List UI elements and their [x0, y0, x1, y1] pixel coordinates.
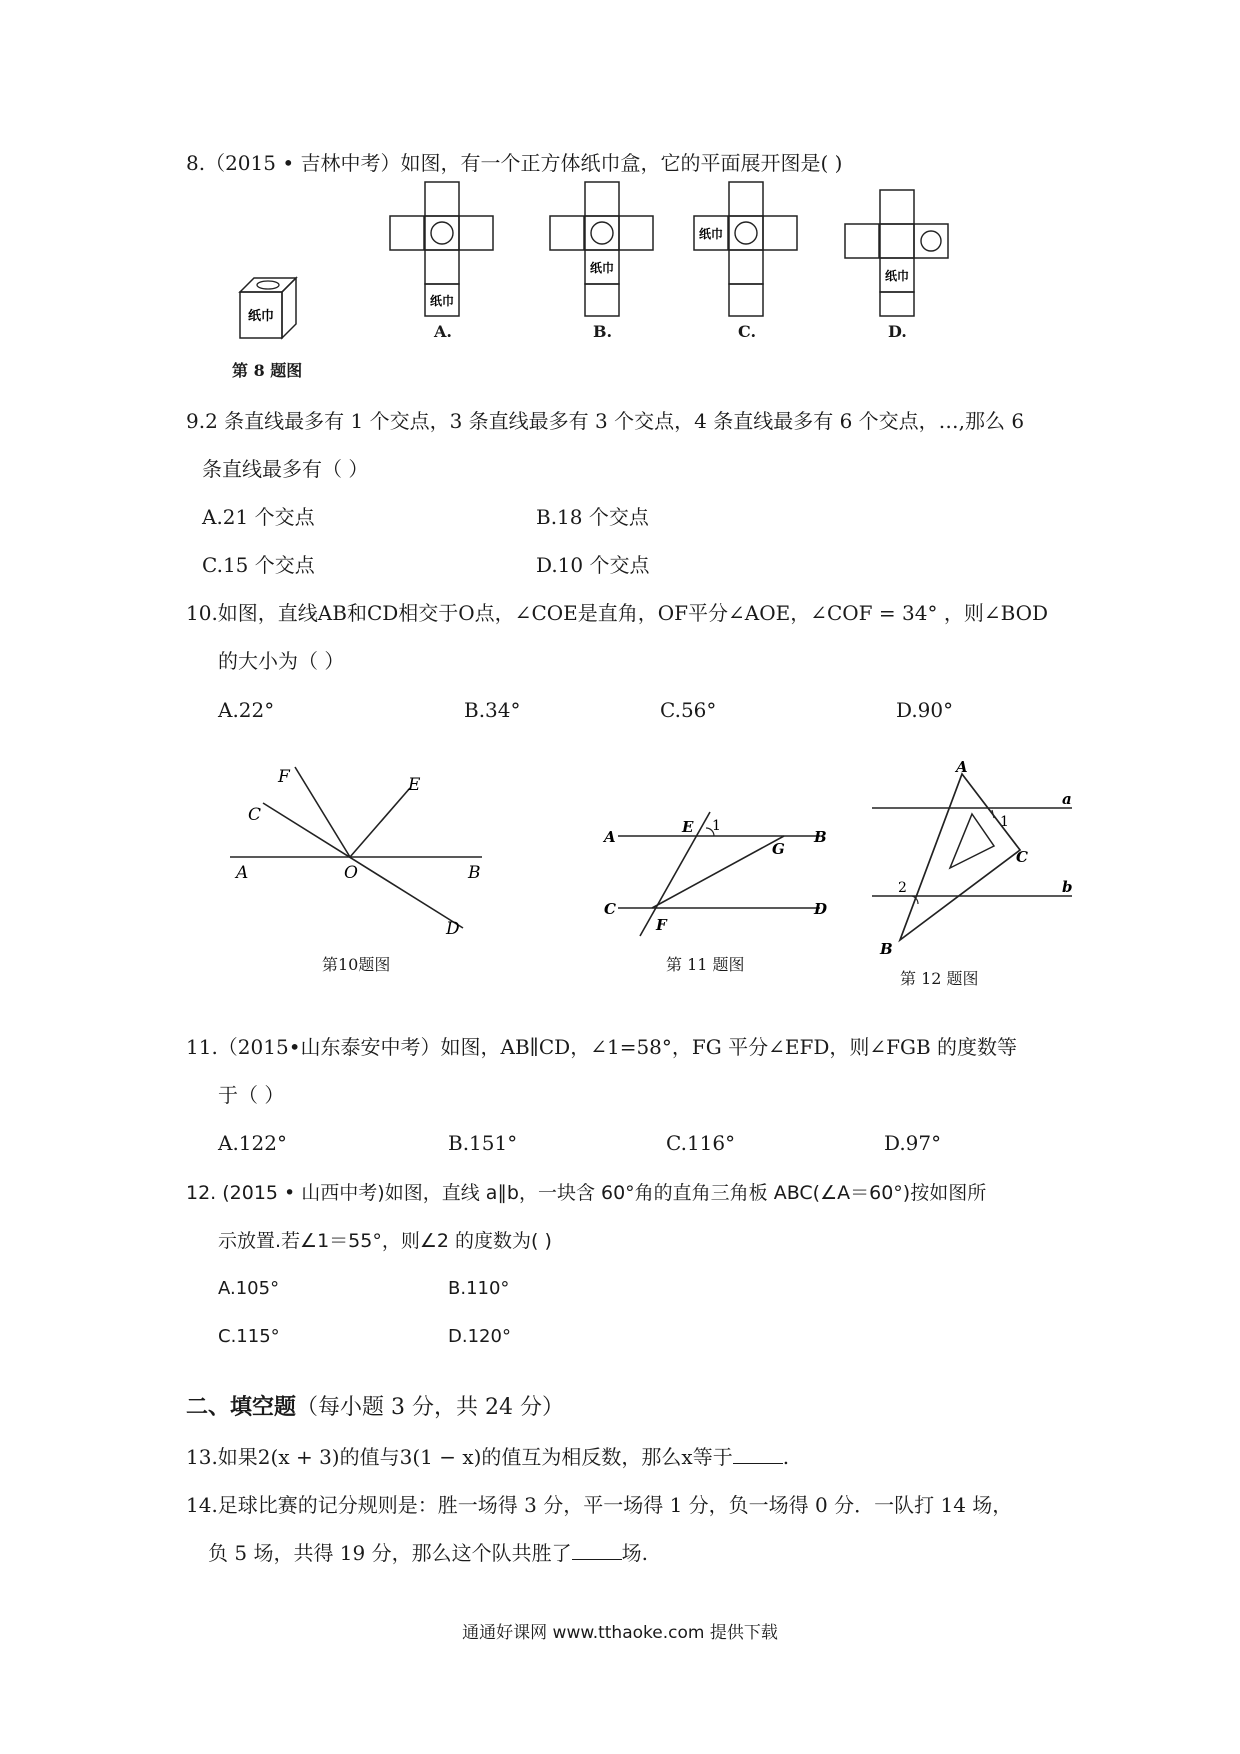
net-c-label: 纸巾	[698, 227, 724, 241]
q9-option-b: B.18 个交点	[536, 505, 649, 529]
fig12-caption: 第 12 题图	[900, 969, 979, 988]
net-a	[390, 182, 494, 316]
q14-line1: 14.足球比赛的记分规则是：胜一场得 3 分，平一场得 1 分，负一场得 0 分．一队打 14 场，	[186, 1493, 1013, 1517]
figure-11	[600, 810, 840, 940]
label-d: D	[446, 919, 460, 939]
q11-line1: 11.（2015•山东泰安中考）如图，AB∥CD，∠1=58°，FG 平分∠EFD，则∠FGB 的度数等	[186, 1035, 1018, 1059]
q10-option-d: D.90°	[896, 698, 954, 722]
q11-option-a: A.122°	[218, 1131, 287, 1155]
net-d-option: D.	[888, 322, 907, 341]
q11-line2: 于（ ）	[218, 1083, 285, 1107]
label-angle-2: 2	[898, 880, 907, 896]
net-a-option: A.	[434, 322, 452, 341]
q9-option-c: C.15 个交点	[202, 553, 315, 577]
q10-line2: 的大小为（ ）	[218, 649, 345, 673]
q10-option-c: C.56°	[660, 698, 717, 722]
label-line-b: b	[1062, 878, 1073, 896]
q14-line2-after: 场.	[621, 1541, 648, 1565]
label-c: C	[604, 900, 616, 918]
label-b: B	[814, 828, 827, 846]
fig11-caption: 第 11 题图	[666, 955, 745, 974]
label-e: E	[682, 818, 694, 836]
q13-text	[186, 1444, 789, 1470]
net-a-label: 纸巾	[429, 294, 455, 308]
label-b: B	[468, 863, 481, 883]
q14-answer-blank[interactable]	[572, 1541, 622, 1560]
figure-10	[220, 760, 490, 940]
box-label: 纸巾	[247, 309, 275, 324]
section-2-title: 二、填空题	[186, 1394, 297, 1420]
figure-12	[860, 758, 1100, 958]
label-a: A	[956, 758, 968, 776]
label-angle-1: 1	[712, 818, 721, 834]
label-f: F	[656, 916, 667, 934]
q9-option-d: D.10 个交点	[536, 553, 650, 577]
q10-option-b: B.34°	[464, 698, 521, 722]
label-c: C	[248, 805, 262, 825]
q11-option-c: C.116°	[666, 1131, 736, 1155]
label-e: E	[408, 775, 421, 795]
q14-line2-before: 负 5 场，共得 19 分，那么这个队共胜了	[208, 1541, 572, 1565]
net-d	[845, 190, 949, 316]
net-b-option: B.	[593, 322, 613, 341]
label-a: A	[236, 863, 249, 883]
q12-option-c: C.115°	[218, 1326, 280, 1347]
net-c	[694, 182, 798, 316]
q11-option-d: D.97°	[884, 1131, 942, 1155]
q12-line2: 示放置.若∠1＝55°，则∠2 的度数为( )	[218, 1230, 552, 1252]
q11-option-b: B.151°	[448, 1131, 518, 1155]
label-b: B	[880, 940, 893, 958]
q12-option-b: B.110°	[448, 1278, 510, 1299]
label-a: A	[604, 828, 616, 846]
q8-caption: 第 8 题图	[232, 361, 303, 380]
net-d-label: 纸巾	[884, 269, 910, 283]
fig10-caption: 第10题图	[322, 955, 391, 974]
q12-line1: 12. (2015 • 山西中考)如图，直线 a∥b，一块含 60°角的直角三角板 ABC(∠A＝60°)按如图所	[186, 1182, 987, 1204]
net-b	[550, 182, 654, 316]
label-line-a: a	[1062, 790, 1072, 808]
q13-after: .	[782, 1445, 790, 1469]
label-angle-1: 1	[1000, 814, 1009, 830]
q9-line1: 9.2 条直线最多有 1 个交点，3 条直线最多有 3 个交点，4 条直线最多有 6 个交点，…,那么 6	[186, 409, 1025, 433]
q12-option-d: D.120°	[448, 1326, 511, 1347]
q9-option-a: A.21 个交点	[202, 505, 315, 529]
q13-before: 13.如果2(x + 3)的值与3(1 − x)的值互为相反数，那么x等于	[186, 1445, 733, 1469]
q14-line2	[208, 1540, 648, 1566]
label-o: O	[344, 863, 358, 883]
label-f: F	[278, 767, 290, 787]
section-2-note: （每小题 3 分，共 24 分）	[296, 1395, 564, 1420]
q10-option-a: A.22°	[218, 698, 275, 722]
net-c-option: C.	[738, 322, 757, 341]
q13-answer-blank[interactable]	[733, 1445, 783, 1464]
q10-line1: 10.如图，直线AB和CD相交于O点，∠COE是直角，OF平分∠AOE，∠COF = 34° ，则∠BOD	[186, 601, 1049, 625]
section-2-heading	[186, 1394, 564, 1421]
label-g: G	[772, 840, 785, 858]
net-b-label: 纸巾	[589, 261, 615, 275]
q12-option-a: A.105°	[218, 1278, 280, 1299]
label-d: D	[814, 900, 828, 918]
tissue-box-figure	[240, 278, 300, 340]
page-footer: 通通好课网 www.tthaoke.com 提供下载	[462, 1623, 778, 1643]
label-c: C	[1016, 848, 1028, 866]
q9-line2: 条直线最多有（ ）	[202, 457, 369, 481]
q8-text: 8.（2015 • 吉林中考）如图，有一个正方体纸巾盒，它的平面展开图是( )	[186, 151, 843, 175]
